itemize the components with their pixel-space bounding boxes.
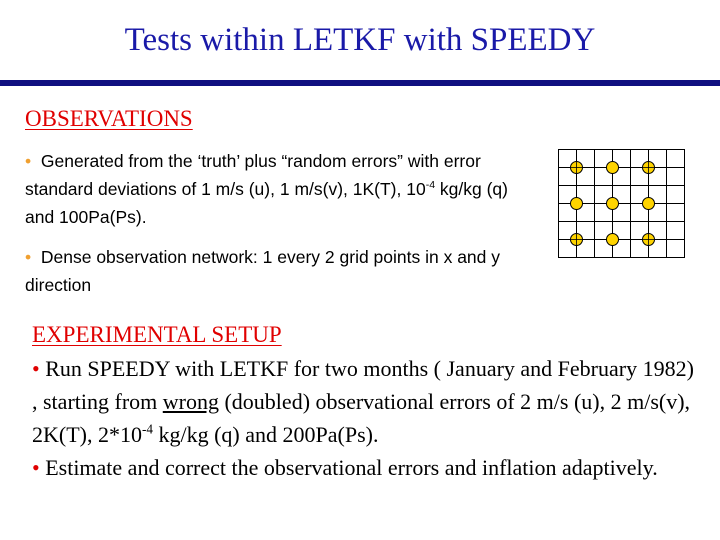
- page-title: Tests within LETKF with SPEEDY: [124, 22, 596, 58]
- exp-bullet-1-text-c: kg/kg (q) and 200Pa(Ps).: [152, 422, 379, 447]
- grid-observation-dot-icon: [643, 198, 655, 210]
- obs-bullet-1-exponent: -4: [425, 179, 436, 192]
- obs-bullet-1-text-a: Generated from the ‘truth’ plus “random errors” with error standard deviations of 1 m/s (u), 1 m/s(v), 1K(T), 10: [25, 151, 481, 199]
- observations-bullet-1: [25, 147, 525, 231]
- exp-bullet-1-text-a: Run SPEEDY with LETKF for two months ( January and February 1982) , starting from: [32, 356, 694, 414]
- observations-bullet-2: [25, 243, 525, 299]
- observation-network-grid: [558, 149, 686, 264]
- experimental-setup-heading: EXPERIMENTAL SETUP: [32, 322, 282, 347]
- exp-bullet-1-exponent: -4: [141, 421, 153, 437]
- bullet-icon: •: [32, 356, 40, 381]
- grid-observation-dot-icon: [607, 234, 619, 246]
- bullet-icon: •: [32, 455, 40, 480]
- obs-bullet-1-text-b: kg/kg (q) and 100Pa(Ps).: [25, 179, 508, 227]
- bullet-icon: •: [25, 247, 32, 267]
- exp-bullet-2-text: Estimate and correct the observational errors and inflation adaptively.: [45, 455, 658, 480]
- bullet-icon: •: [25, 151, 32, 171]
- grid-observation-dot-icon: [607, 162, 619, 174]
- obs-bullet-2-text: Dense observation network: 1 every 2 grid points in x and y direction: [25, 247, 501, 295]
- experimental-bullet-1: [32, 352, 702, 451]
- grid-observation-dot-icon: [607, 198, 619, 210]
- grid-observation-dot-icon: [571, 198, 583, 210]
- wrong-underlined-word: wrong: [162, 389, 219, 414]
- exp-bullet-1-text-b: (doubled) observational errors of 2 m/s (u), 2 m/s(v), 2K(T), 2*10: [32, 389, 691, 447]
- observation-grid-diagram: [558, 149, 686, 259]
- experimental-bullet-2: [32, 451, 702, 484]
- observations-heading: OBSERVATIONS: [25, 106, 193, 131]
- title-divider: [0, 80, 720, 86]
